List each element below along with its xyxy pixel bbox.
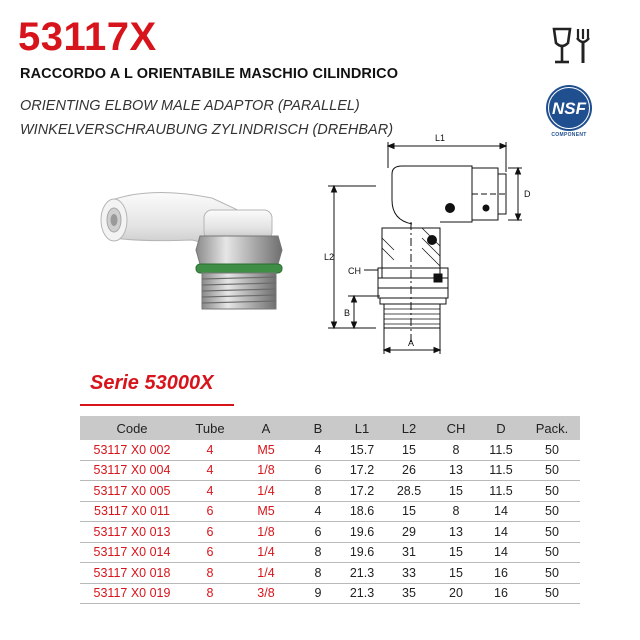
product-name-english: ORIENTING ELBOW MALE ADAPTOR (PARALLEL) bbox=[20, 98, 360, 114]
cell-b: 8 bbox=[296, 481, 340, 502]
cell-l1: 19.6 bbox=[340, 522, 384, 543]
cell-pack: 50 bbox=[524, 563, 580, 584]
column-header: D bbox=[478, 416, 524, 440]
dim-label-d: D bbox=[524, 189, 531, 199]
cell-l1: 17.2 bbox=[340, 481, 384, 502]
cell-l2: 26 bbox=[384, 460, 434, 481]
cell-a: 1/8 bbox=[236, 460, 296, 481]
column-header: A bbox=[236, 416, 296, 440]
nsf-logo-icon bbox=[543, 84, 595, 132]
cell-tube: 6 bbox=[184, 542, 236, 563]
cell-l2: 15 bbox=[384, 501, 434, 522]
cell-pack: 50 bbox=[524, 583, 580, 604]
column-header: L1 bbox=[340, 416, 384, 440]
cell-l2: 28.5 bbox=[384, 481, 434, 502]
table-row bbox=[80, 481, 580, 502]
cell-a: 1/8 bbox=[236, 522, 296, 543]
dim-label-b: B bbox=[344, 308, 351, 318]
product-photo bbox=[92, 178, 312, 318]
cell-a: 1/4 bbox=[236, 481, 296, 502]
series-underline bbox=[80, 404, 234, 406]
cell-pack: 50 bbox=[524, 522, 580, 543]
cell-l1: 17.2 bbox=[340, 460, 384, 481]
cell-ch: 13 bbox=[434, 460, 478, 481]
cell-b: 6 bbox=[296, 460, 340, 481]
nsf-logo-text: NSF bbox=[552, 99, 586, 118]
cell-d: 11.5 bbox=[478, 440, 524, 460]
cell-l2: 35 bbox=[384, 583, 434, 604]
cell-l1: 19.6 bbox=[340, 542, 384, 563]
cell-l1: 15.7 bbox=[340, 440, 384, 460]
cell-pack: 50 bbox=[524, 440, 580, 460]
cell-ch: 8 bbox=[434, 440, 478, 460]
table-row bbox=[80, 563, 580, 584]
glass-fork-icon bbox=[548, 26, 594, 66]
cell-code: 53117 X0 011 bbox=[80, 501, 184, 522]
cell-tube: 6 bbox=[184, 522, 236, 543]
cell-d: 16 bbox=[478, 583, 524, 604]
cell-code: 53117 X0 005 bbox=[80, 481, 184, 502]
cell-code: 53117 X0 019 bbox=[80, 583, 184, 604]
cell-pack: 50 bbox=[524, 460, 580, 481]
cell-b: 8 bbox=[296, 563, 340, 584]
table-row bbox=[80, 501, 580, 522]
column-header: Pack. bbox=[524, 416, 580, 440]
cell-l2: 33 bbox=[384, 563, 434, 584]
cell-l1: 21.3 bbox=[340, 563, 384, 584]
cell-code: 53117 X0 002 bbox=[80, 440, 184, 460]
cell-pack: 50 bbox=[524, 501, 580, 522]
cell-b: 4 bbox=[296, 501, 340, 522]
dim-label-ch: CH bbox=[348, 266, 361, 276]
dim-label-l1: L1 bbox=[434, 133, 446, 143]
column-header: L2 bbox=[384, 416, 434, 440]
table-row bbox=[80, 542, 580, 563]
cell-l2: 31 bbox=[384, 542, 434, 563]
table-row bbox=[80, 440, 580, 460]
nsf-caption: COMPONENT bbox=[551, 132, 587, 138]
cell-a: M5 bbox=[236, 440, 296, 460]
cell-pack: 50 bbox=[524, 542, 580, 563]
table-row bbox=[80, 583, 580, 604]
product-code-title: 53117X bbox=[18, 15, 157, 59]
cell-ch: 13 bbox=[434, 522, 478, 543]
column-header: B bbox=[296, 416, 340, 440]
product-name-italian: RACCORDO A L ORIENTABILE MASCHIO CILINDRICO bbox=[20, 66, 399, 82]
dim-label-l2: L2 bbox=[324, 252, 335, 262]
table-row bbox=[80, 460, 580, 481]
column-header: Tube bbox=[184, 416, 236, 440]
cell-code: 53117 X0 004 bbox=[80, 460, 184, 481]
cell-l1: 18.6 bbox=[340, 501, 384, 522]
cell-ch: 15 bbox=[434, 563, 478, 584]
cell-tube: 8 bbox=[184, 563, 236, 584]
cell-a: 1/4 bbox=[236, 563, 296, 584]
cell-tube: 8 bbox=[184, 583, 236, 604]
cell-code: 53117 X0 014 bbox=[80, 542, 184, 563]
cell-b: 6 bbox=[296, 522, 340, 543]
cell-pack: 50 bbox=[524, 481, 580, 502]
cell-tube: 6 bbox=[184, 501, 236, 522]
cell-ch: 15 bbox=[434, 542, 478, 563]
cell-tube: 4 bbox=[184, 460, 236, 481]
column-header: CH bbox=[434, 416, 478, 440]
cell-b: 9 bbox=[296, 583, 340, 604]
cell-d: 14 bbox=[478, 501, 524, 522]
cell-tube: 4 bbox=[184, 481, 236, 502]
cell-a: 3/8 bbox=[236, 583, 296, 604]
technical-drawing bbox=[322, 128, 532, 358]
cell-ch: 15 bbox=[434, 481, 478, 502]
cell-d: 16 bbox=[478, 563, 524, 584]
series-heading: Serie 53000X bbox=[90, 372, 214, 394]
cell-a: 1/4 bbox=[236, 542, 296, 563]
cell-ch: 20 bbox=[434, 583, 478, 604]
cell-code: 53117 X0 018 bbox=[80, 563, 184, 584]
specification-table bbox=[80, 416, 580, 604]
cell-l2: 15 bbox=[384, 440, 434, 460]
product-name-german: WINKELVERSCHRAUBUNG ZYLINDRISCH (DREHBAR) bbox=[20, 122, 394, 138]
cell-d: 14 bbox=[478, 542, 524, 563]
cell-ch: 8 bbox=[434, 501, 478, 522]
cell-code: 53117 X0 013 bbox=[80, 522, 184, 543]
table-row bbox=[80, 522, 580, 543]
cell-l2: 29 bbox=[384, 522, 434, 543]
cell-b: 4 bbox=[296, 440, 340, 460]
table-header-row bbox=[80, 416, 580, 440]
cell-d: 11.5 bbox=[478, 460, 524, 481]
cell-tube: 4 bbox=[184, 440, 236, 460]
dim-label-a: A bbox=[408, 338, 415, 348]
cell-d: 14 bbox=[478, 522, 524, 543]
cell-b: 8 bbox=[296, 542, 340, 563]
cell-d: 11.5 bbox=[478, 481, 524, 502]
cell-l1: 21.3 bbox=[340, 583, 384, 604]
cell-a: M5 bbox=[236, 501, 296, 522]
column-header: Code bbox=[80, 416, 184, 440]
